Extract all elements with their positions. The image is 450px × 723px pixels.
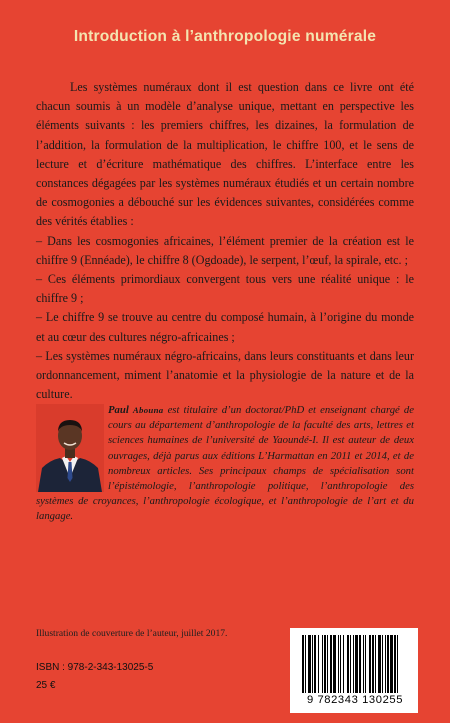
author-biography <box>36 403 414 525</box>
barcode-bar <box>347 635 349 693</box>
price-text: 25 € <box>36 680 56 691</box>
barcode-bar <box>305 635 306 693</box>
author-last-name: Abouna <box>132 405 164 415</box>
summary-item: – Les systèmes numéraux négro-africains, dans leurs constituants et dans leur ordonnancement, miment l’anatomie et la physiologie de la nature et de la culture. <box>36 348 414 402</box>
book-title: Introduction à l’anthropologie numérale <box>73 28 377 45</box>
author-bio-text: est titulaire d’un doctorat/PhD et enseignant chargé de cours au département d’anthropologie de la faculté des arts, lettres et sciences humaines de l’université de Yaoundé-I. Il est auteur de deux ouvrages, déjà parus aux éditions L’Harmattan en 2011 et 2014, et de nombreux articles. Ses principaux champs de spécialisation sont l’épistémologie, l’anthropologie politique, l’anthropologie des systèmes de croyances, l’anthropologie écologique, et l’anthropologie de l’art et du langage. <box>36 404 414 523</box>
barcode-bar <box>375 635 376 693</box>
photo-spacer <box>36 403 108 493</box>
barcode-bar <box>343 635 344 693</box>
barcode-bar <box>390 635 393 693</box>
summary-item: – Dans les cosmogonies africaines, l’élément premier de la création est le chiffre 9 (Ennéade), le chiffre 8 (Ogdoade), le serpent, l’œuf, la spirale, etc. ; <box>36 233 414 267</box>
barcode-bar <box>397 635 398 693</box>
barcode-bar <box>312 635 313 693</box>
barcode-bar <box>363 635 364 693</box>
barcode-bar <box>340 635 341 693</box>
barcode-bar <box>333 635 336 693</box>
barcode-bar <box>302 635 304 693</box>
barcode-bar <box>324 635 326 693</box>
back-cover-summary <box>36 78 414 404</box>
barcode-bar <box>322 635 323 693</box>
barcode-bar <box>338 635 339 693</box>
summary-intro: Les systèmes numéraux dont il est question dans ce livre ont été chacun soumis à un modèle d’analyse unique, mettant en perspective les éléments suivants : les premiers chiffres, les dizaines, la formulation de l’addition, la formulation de la multiplication, le chiffre 100, et le sens de lecture et d’écriture mathématique des chiffres. L’interface entre les constances dégagées par les systèmes numéraux étudiés et un certain nombre de cosmogonies a débouché sur les évidences suivantes, considérées comme des vérités établies : <box>36 80 414 229</box>
barcode-bar <box>372 635 374 693</box>
cover-illustration-credit: Illustration de couverture de l’auteur, juillet 2017. <box>36 628 228 639</box>
barcode-bar <box>359 635 361 693</box>
barcode-bar <box>318 635 319 693</box>
barcode-bar <box>387 635 389 693</box>
barcode-bar <box>369 635 371 693</box>
barcode-bar <box>327 635 328 693</box>
summary-item: – Le chiffre 9 se trouve au centre du composé humain, à l’origine du monde et au cœur des cultures négro-africaines ; <box>36 310 414 344</box>
barcode-bar <box>330 635 332 693</box>
barcode-bar <box>308 635 311 693</box>
barcode-bars <box>300 635 408 693</box>
author-name: Paul Abouna <box>108 404 164 416</box>
barcode-bar <box>394 635 396 693</box>
barcode-bar <box>365 635 366 693</box>
barcode-bar <box>355 635 358 693</box>
barcode <box>290 628 418 713</box>
isbn-text: ISBN : 978-2-343-13025-5 <box>36 662 154 673</box>
summary-item: – Ces éléments primordiaux convergent tous vers une réalité unique : le chiffre 9 ; <box>36 272 414 306</box>
barcode-digits: 9 782343 130255 <box>306 694 404 706</box>
barcode-bar <box>314 635 316 693</box>
barcode-bar <box>378 635 381 693</box>
barcode-bar <box>382 635 383 693</box>
barcode-bar <box>353 635 354 693</box>
barcode-bar <box>385 635 386 693</box>
barcode-bar <box>350 635 351 693</box>
